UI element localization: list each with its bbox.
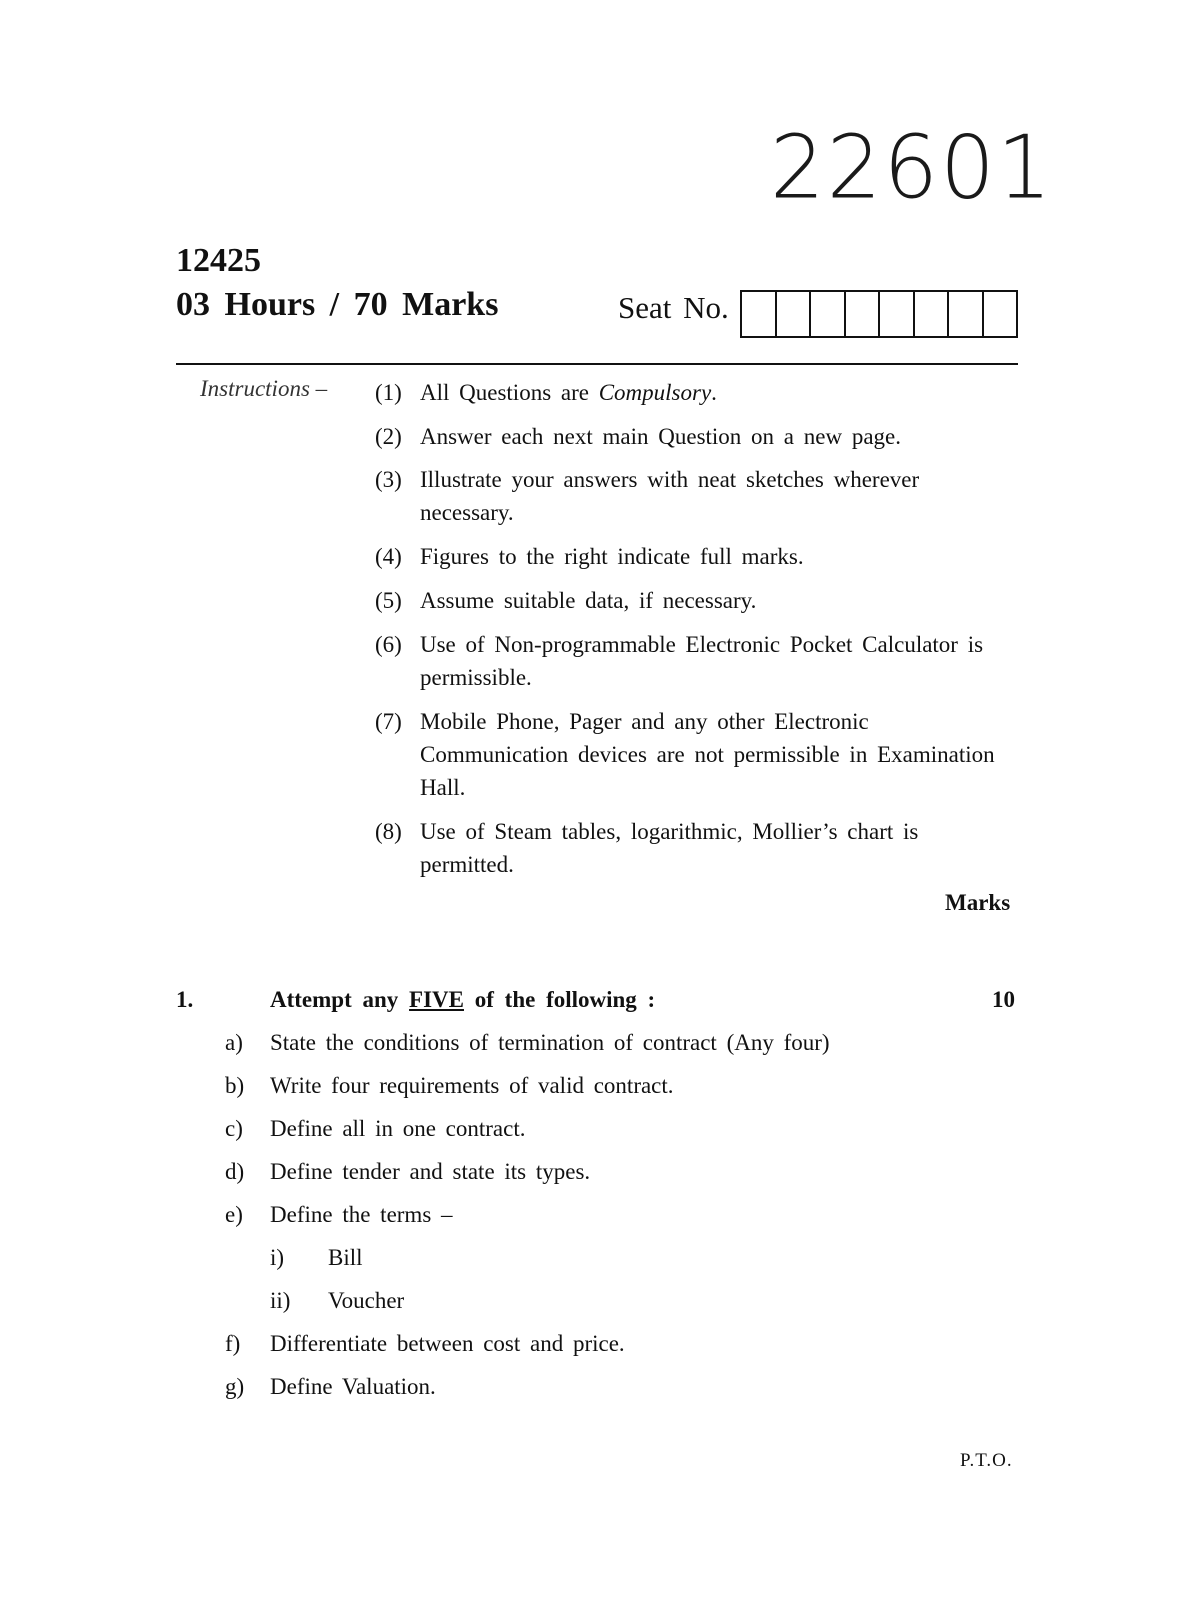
seat-box[interactable] [880,292,915,336]
part-label: g) [225,1374,245,1399]
marks-heading: Marks [945,890,1011,915]
seat-box[interactable] [742,292,777,336]
instruction-item [375,705,995,804]
instruction-number: (6) [375,632,402,657]
part-label: b) [225,1073,245,1098]
question-marks: 10 [992,987,1015,1012]
instruction-text [420,376,995,409]
instruction-item [375,376,995,409]
question-number: 1. [176,987,194,1012]
instruction-number: (5) [375,588,402,613]
instruction-text: Illustrate your answers with neat sketches wherever necessary. [420,467,920,525]
serial-number: 12425 [176,242,261,279]
part-text: Define tender and state its types. [270,1159,591,1184]
instruction-number: (2) [375,424,402,449]
question-title-part: Attempt any [270,987,410,1012]
seat-number-label: Seat No. [618,290,729,325]
instruction-item [375,540,995,573]
part-text: Define Valuation. [270,1374,436,1399]
subpart-text: Bill [328,1245,363,1270]
instruction-item [375,628,995,694]
seat-box[interactable] [915,292,950,336]
instruction-item [375,584,995,617]
subpart-text: Voucher [328,1288,405,1313]
compulsory-emphasis: Compulsory [598,380,712,405]
part-label: d) [225,1159,245,1184]
instruction-number: (8) [375,819,402,844]
seat-box[interactable] [811,292,846,336]
part-text: State the conditions of termination of contract (Any four) [270,1030,830,1055]
duration-marks: 03 Hours / 70 Marks [176,286,499,323]
instruction-text: Answer each next main Question on a new page. [420,424,901,449]
part-text: Define all in one contract. [270,1116,526,1141]
paper-code: 22601 [770,117,1054,219]
please-turn-over: P.T.O. [960,1450,1013,1471]
instructions-label: Instructions – [200,376,328,401]
part-text: Define the terms – [270,1202,453,1227]
instruction-number: (3) [375,467,402,492]
instruction-number: (7) [375,709,402,734]
part-label: f) [225,1331,241,1356]
seat-number-boxes[interactable] [740,290,1018,338]
question-title-part: of the following : [464,987,656,1012]
instruction-text: Use of Non-programmable Electronic Pocket Calculator is permissible. [420,632,984,690]
subpart-label: ii) [270,1288,291,1313]
seat-box[interactable] [777,292,812,336]
instruction-text: Figures to the right indicate full marks. [420,544,804,569]
instruction-text: Assume suitable data, if necessary. [420,588,757,613]
part-text: Write four requirements of valid contract. [270,1073,674,1098]
instruction-text: Use of Steam tables, logarithmic, Mollier’s chart is permitted. [420,819,919,877]
five-underlined: FIVE [409,987,464,1012]
seat-box[interactable] [846,292,881,336]
instruction-text: Mobile Phone, Pager and any other Electronic Communication devices are not permissible in Examination Hall. [420,709,995,800]
seat-box[interactable] [984,292,1017,336]
instruction-text-part: All Questions are [420,380,599,405]
question-title [270,987,655,1013]
part-label: e) [225,1202,243,1227]
subpart-label: i) [270,1245,285,1270]
instruction-number: (4) [375,544,402,569]
instruction-item [375,815,995,881]
instruction-item [375,420,995,453]
part-label: a) [225,1030,243,1055]
seat-box[interactable] [949,292,984,336]
instruction-text-part: . [711,380,717,405]
instruction-item [375,463,995,529]
part-label: c) [225,1116,243,1141]
instruction-number: (1) [375,380,402,405]
header-divider [176,363,1018,365]
part-text: Differentiate between cost and price. [270,1331,625,1356]
